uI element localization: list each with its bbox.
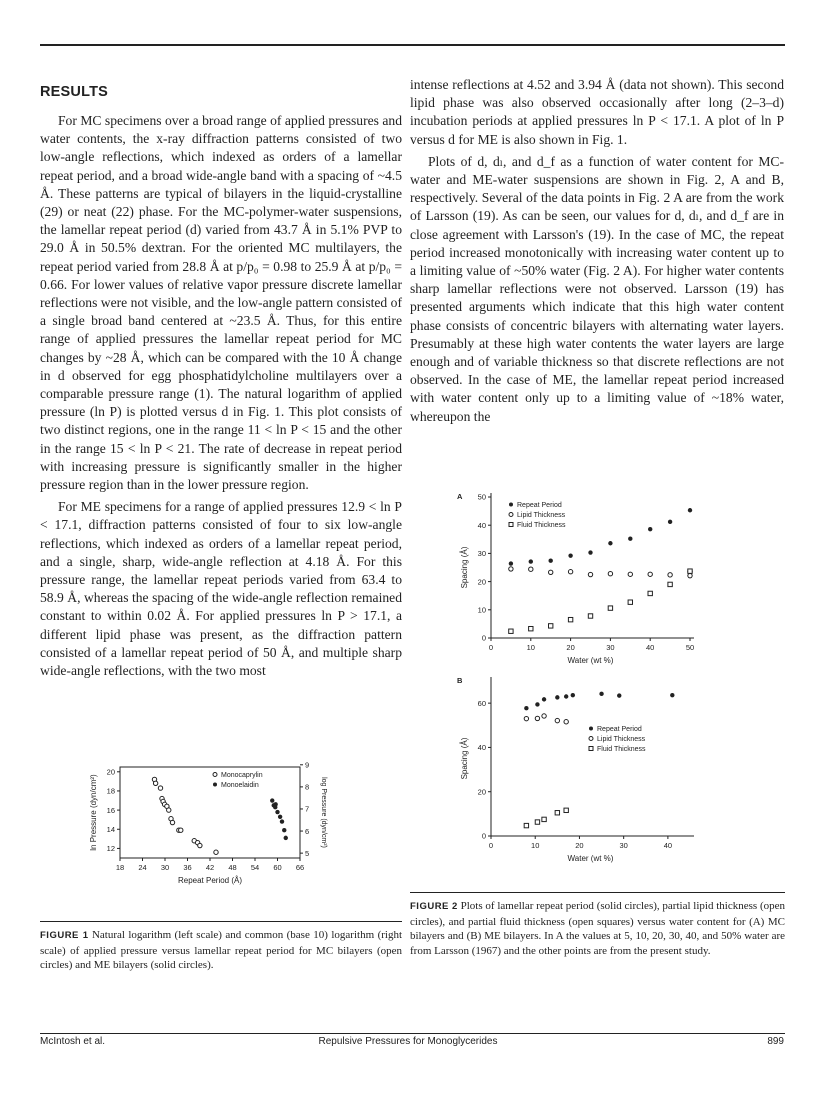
figure-1-label: FIGURE 1 — [40, 930, 89, 941]
y-axis-label: Spacing (Å) — [460, 737, 469, 780]
x-tick-label: 30 — [160, 863, 170, 872]
data-point — [165, 804, 169, 808]
x-tick-label: 42 — [205, 863, 215, 872]
data-point — [524, 823, 528, 827]
x-tick-label: 0 — [488, 841, 494, 850]
data-point — [542, 817, 546, 821]
x-axis-label: Water (wt %) — [567, 854, 614, 863]
data-point — [179, 828, 183, 832]
data-point — [688, 569, 692, 573]
legend-label: Repeat Period — [597, 726, 642, 733]
paragraph: For MC specimens over a broad range of applied pressures and water contents, the x-ray diffraction patterns consisted of two low-angle reflections, which indexed as orders of a lamellar repeat period, and a broad wide-angle band with a spacing of ~4.5 Å. These patterns are typical of bilayers in the liquid-crystalline (29) or neat (22) phase. For the MC-polymer-water suspensions, the lamellar repeat period (d) varied from 43.7 Å in 5.1% PVP to 29.0 Å in 50.5% dextran. For the oriented MC multilayers, the repeat period varied from 28.8 Å at p/p₀ = 0.98 to 25.9 Å at p/p₀ = 0.66. For lower values of relative vapor pressure discrete lamellar reflections were not visible, and the low-angle pattern consisted of a single broad band centered at ~23.5 Å. Thus, for this entire range of applied pressures the lamellar repeat period for MC changes by ~28 Å, which can be compared with the 10 Å change in d observed for egg phosphatidylcholine multilayers over a comparable pressure range (1). The natural logarithm of applied pressure (ln P) is plotted versus d in Fig. 1. This plot consists of two distinct regions, one in the range 11 < ln P < 15 and the other in the range 15 < ln P < 21. The rate of decrease in repeat period with increasing pressure is significantly smaller in the higher pressure region than in the lower pressure region. — [40, 113, 402, 493]
y2-tick-label: 7 — [305, 804, 310, 814]
data-point — [688, 569, 692, 573]
x-tick-label: 10 — [526, 643, 535, 652]
y-tick-label: 10 — [477, 605, 486, 615]
data-point — [153, 781, 157, 785]
plot-frame — [120, 767, 300, 858]
data-point — [278, 815, 282, 819]
x-tick-label: 10 — [531, 841, 540, 850]
x-tick-label: 54 — [250, 863, 260, 872]
data-point — [588, 572, 592, 576]
x-tick-label: 50 — [685, 643, 695, 652]
data-point — [152, 777, 156, 781]
y-tick-label: 14 — [106, 824, 115, 834]
data-point — [542, 714, 546, 718]
x-tick-label: 24 — [138, 863, 147, 872]
data-point — [648, 591, 652, 595]
y-axis-label: ln Pressure (dyn/cm²) — [89, 774, 98, 851]
data-point — [524, 706, 528, 710]
data-point — [535, 716, 539, 720]
data-point — [608, 606, 612, 610]
footer-title: Repulsive Pressures for Monoglycerides — [318, 1036, 498, 1047]
legend-marker — [589, 727, 593, 731]
y-tick-label: 20 — [477, 787, 486, 797]
y-tick-label: 20 — [477, 577, 486, 587]
data-point — [628, 537, 632, 541]
data-point — [192, 839, 196, 843]
data-point — [555, 695, 559, 699]
x-axis-label: Repeat Period (Å) — [177, 876, 243, 885]
x-tick-label: 40 — [663, 841, 673, 850]
bottom-rule — [40, 1033, 785, 1034]
legend-label: Monocaprylin — [221, 772, 263, 779]
data-point — [535, 702, 539, 706]
data-point — [568, 553, 572, 557]
y-tick-label: 0 — [481, 633, 486, 643]
y-tick-label: 50 — [477, 492, 486, 502]
data-point — [670, 693, 674, 697]
data-point — [270, 798, 274, 802]
y-tick-label: 40 — [477, 743, 486, 753]
y2-axis-label: log Pressure (dyn/cm²) — [320, 777, 327, 848]
legend-marker — [589, 747, 593, 751]
data-point — [568, 617, 572, 621]
figure-2-caption — [410, 892, 785, 958]
data-point — [668, 520, 672, 524]
panel-label: A — [457, 492, 463, 501]
data-point — [549, 559, 553, 563]
y2-tick-label: 9 — [305, 760, 310, 770]
data-point — [588, 614, 592, 618]
y-tick-label: 60 — [477, 698, 486, 708]
data-point — [529, 567, 533, 571]
legend-label: Lipid Thickness — [597, 736, 646, 743]
footer-authors: McIntosh et al. — [40, 1036, 106, 1047]
top-rule — [40, 44, 785, 46]
data-point — [509, 567, 513, 571]
x-tick-label: 48 — [228, 863, 237, 872]
footer-page-number: 899 — [767, 1036, 784, 1047]
data-point — [628, 572, 632, 576]
data-point — [509, 629, 513, 633]
y-tick-label: 40 — [477, 520, 486, 530]
data-point — [571, 693, 575, 697]
legend-marker — [213, 773, 217, 777]
data-point — [273, 805, 277, 809]
x-tick-label: 30 — [606, 643, 615, 652]
legend-marker — [589, 737, 593, 741]
data-point — [282, 828, 286, 832]
y2-tick-label: 5 — [305, 848, 310, 858]
legend-marker — [213, 783, 217, 787]
data-point — [648, 572, 652, 576]
data-point — [564, 694, 568, 698]
x-tick-label: 20 — [575, 841, 584, 850]
y-tick-label: 30 — [477, 549, 486, 559]
left-column — [40, 112, 402, 680]
data-point — [617, 693, 621, 697]
y-tick-label: 18 — [106, 786, 115, 796]
y-tick-label: 16 — [106, 805, 115, 815]
legend-marker — [509, 503, 513, 507]
section-heading: RESULTS — [40, 84, 108, 100]
data-point — [588, 550, 592, 554]
figure-2-caption-text: Plots of lamellar repeat period (solid circles), partial lipid thickness (open circles), and partial fluid thickness (open squares) versus water content for (A) MC bilayers and (B) ME bilayers. In A the values at 5, 10, 20, 30, 40, and 50% water are from Larsson (1967) and the other points are from the present study. — [410, 900, 785, 957]
x-tick-label: 20 — [566, 643, 575, 652]
data-point — [668, 582, 672, 586]
data-point — [535, 820, 539, 824]
data-point — [529, 626, 533, 630]
legend-marker — [509, 523, 513, 527]
data-point — [162, 802, 166, 806]
y-tick-label: 0 — [481, 831, 486, 841]
right-column — [410, 76, 784, 426]
figure-1-caption — [40, 921, 402, 973]
legend-label: Fluid Thickness — [597, 746, 646, 753]
data-point — [648, 527, 652, 531]
legend-label: Fluid Thickness — [517, 522, 566, 529]
legend-label: Repeat Period — [517, 502, 562, 509]
legend-marker — [509, 513, 513, 517]
x-tick-label: 18 — [115, 863, 125, 872]
data-point — [688, 508, 692, 512]
paragraph: intense reflections at 4.52 and 3.94 Å (data not shown). This second lipid phase was also observed occasionally after long (2–3–d) incubation periods at applied pressures ln P < 17.1. A plot of ln P versus d for ME is also shown in Fig. 1. — [410, 77, 784, 147]
y-tick-label: 12 — [106, 844, 115, 854]
data-point — [284, 836, 288, 840]
data-point — [555, 718, 559, 722]
data-point — [542, 697, 546, 701]
data-point — [529, 559, 533, 563]
data-point — [599, 692, 603, 696]
paragraph: Plots of d, dₗ, and d_f as a function of water content for MC-water and ME-water suspensions are shown in Fig. 2, A and B, respectively. Several of the data points in Fig. 2 A are from the work of Larsson (19). As can be seen, our values for d, dₗ, and d_f are in close agreement with Larsson's (19). In the case of MC, the repeat period increased monotonically with increasing water content up to a limiting value of ~50% water (Fig. 2 A). For higher water contents sharp lamellar reflections were not observed. Larsson (19) has presented arguments which indicate that this high water content phase consists of concentric bilayers with alternating water layers. Presumably at these high water contents the water layers are large enough and of variable thickness so that discrete reflections are not observed. In the case of ME, the lamellar repeat period increased with water content only up to a limiting value of ~18% water, whereupon the — [410, 153, 784, 424]
data-point — [549, 570, 553, 574]
data-point — [280, 819, 284, 823]
panel-label: B — [457, 676, 463, 685]
data-point — [272, 803, 276, 807]
x-tick-label: 30 — [619, 841, 628, 850]
figure-1-caption-text: Natural logarithm (left scale) and common (base 10) logarithm (right scale) of applied pressure versus lamellar repeat period for MC bilayers (open circles) and ME bilayers (solid circles). — [40, 929, 403, 972]
x-tick-label: 60 — [273, 863, 282, 872]
y-tick-label: 20 — [106, 767, 115, 777]
data-point — [169, 817, 173, 821]
data-point — [549, 624, 553, 628]
figure-2-label: FIGURE 2 — [410, 901, 458, 912]
x-tick-label: 66 — [295, 863, 305, 872]
data-point — [170, 820, 174, 824]
data-point — [688, 573, 692, 577]
data-point — [564, 808, 568, 812]
data-point — [158, 786, 162, 790]
data-point — [668, 573, 672, 577]
x-tick-label: 36 — [183, 863, 192, 872]
legend-label: Monoelaidin — [221, 782, 259, 789]
x-axis-label: Water (wt %) — [567, 656, 614, 665]
data-point — [177, 828, 181, 832]
data-point — [568, 570, 572, 574]
legend-label: Lipid Thickness — [517, 512, 566, 519]
data-point — [160, 796, 164, 800]
data-point — [608, 572, 612, 576]
x-tick-label: 40 — [646, 643, 655, 652]
paragraph: For ME specimens for a range of applied pressures 12.9 < ln P < 17.1, diffraction patterns consisted of four to six low-angle reflections, which indexed as orders of a lamellar repeat period, and a single, sharp, wide-angle reflection at 4.18 Å. For this pressure range, the lamellar repeat periods varied from 63.4 to 58.9 Å, whereas the spacing of the wide-angle reflection remained constant to within 0.02 Å. For applied pressures ln P > 17.1, a different lipid phase was present, as the diffraction pattern consisted of a lamellar repeat period of 50 Å, and multiple sharp wide-angle reflections, with the two most — [40, 499, 402, 679]
data-point — [273, 802, 277, 806]
data-point — [628, 600, 632, 604]
data-point — [195, 840, 199, 844]
data-point — [275, 810, 279, 814]
data-point — [167, 808, 171, 812]
y2-tick-label: 8 — [305, 782, 310, 792]
data-point — [509, 561, 513, 565]
y-axis-label: Spacing (Å) — [460, 546, 469, 589]
data-point — [524, 716, 528, 720]
data-point — [198, 843, 202, 847]
data-point — [564, 720, 568, 724]
data-point — [555, 811, 559, 815]
x-tick-label: 0 — [488, 643, 494, 652]
y2-tick-label: 6 — [305, 826, 310, 836]
data-point — [161, 799, 165, 803]
data-point — [214, 850, 218, 854]
data-point — [608, 541, 612, 545]
